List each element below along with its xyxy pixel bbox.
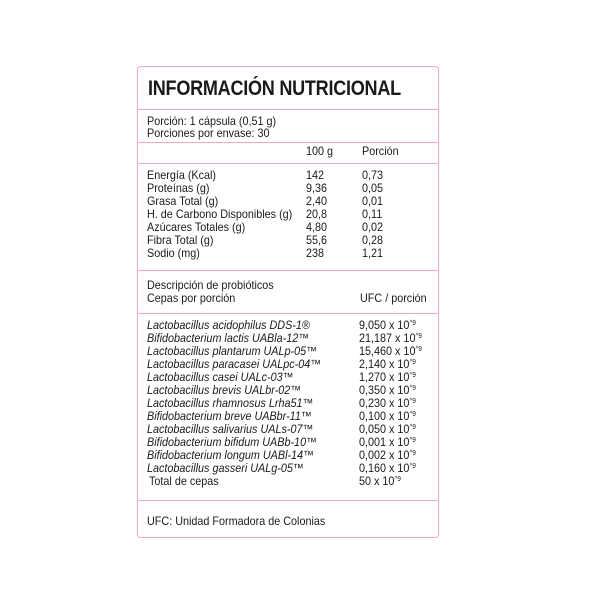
nutrient-portion: 0,11 [362,207,383,221]
total-strains-value: 50 x $10^{\^{}9}$ [359,474,401,488]
divider-footnote [138,500,438,501]
nutrient-portion: 0,28 [362,233,384,247]
total-strains-label: Total de cepas [149,474,219,488]
strain-name: Bifidobacterium longum UABl-14™ [147,448,314,462]
strain-name: Bifidobacterium lactis UABla-12™ [147,331,310,345]
nutrient-portion: 0,05 [362,181,384,195]
nutrient-portion: 0,73 [362,168,384,182]
nutrient-portion: 0,02 [362,220,384,234]
strain-name: Lactobacillus gasseri UALg-05™ [147,461,304,475]
nutrient-name: H. de Carbono Disponibles (g) [147,207,293,221]
strain-name: Bifidobacterium bifidum UABb-10™ [147,435,317,449]
strain-name: Bifidobacterium breve UABbr-11™ [147,409,312,423]
strain-ufc: 0,001 x $10^{\^{}9}$ [359,435,416,449]
exponent: ^9 [409,372,416,379]
strain-name: Lactobacillus rhamnosus Lrha51™ [147,396,314,410]
nutrient-per100: 9,36 [306,181,328,195]
nutrient-per100: 4,80 [306,220,328,234]
exponent: ^9 [409,359,416,366]
footnote: UFC: Unidad Formadora de Colonias [147,514,326,528]
strain-ufc: 2,140 x $10^{\^{}9}$ [359,357,416,371]
nutrient-per100: 142 [306,168,325,182]
nutrient-name: Grasa Total (g) [147,194,219,208]
divider-serving [138,142,438,143]
exponent: ^9 [415,333,422,340]
exponent: ^9 [409,463,416,470]
exponent: ^9 [409,398,416,405]
strain-name: Lactobacillus casei UALc-03™ [147,370,294,384]
strain-name: Lactobacillus salivarius UALs-07™ [147,422,314,436]
col-header-ufc: UFC / porción [360,291,427,305]
probiotics-heading: Descripción de probióticos [147,278,274,292]
divider-nutrition-end [138,270,438,271]
exponent: ^9 [409,450,416,457]
exponent: ^9 [409,411,416,418]
strain-ufc: 15,460 x $10^{\^{}9}$ [359,344,422,358]
serving-portion: Porción: 1 cápsula (0,51 g) [147,114,277,128]
nutrient-portion: 0,01 [362,194,384,208]
nutrient-per100: 238 [306,246,325,260]
strain-ufc: 0,350 x $10^{\^{}9}$ [359,383,416,397]
nutrient-name: Proteínas (g) [147,181,210,195]
label-title: INFORMACIÓN NUTRICIONAL [148,77,401,100]
col-header-portion: Porción [362,144,399,158]
nutrition-label-card [137,66,439,538]
strain-ufc: 9,050 x $10^{\^{}9}$ [359,318,416,332]
nutrient-name: Azúcares Totales (g) [147,220,246,234]
strain-ufc: 1,270 x $10^{\^{}9}$ [359,370,416,384]
nutrient-per100: 2,40 [306,194,328,208]
nutrient-per100: 20,8 [306,207,328,221]
strain-name: Lactobacillus brevis UALbr-02™ [147,383,302,397]
exponent: ^9 [409,424,416,431]
strain-ufc: 0,100 x $10^{\^{}9}$ [359,409,416,423]
strain-name: Lactobacillus paracasei UALpc-04™ [147,357,322,371]
strain-name: Lactobacillus acidophilus DDS-1® [147,318,310,332]
divider-title [138,109,438,110]
strain-ufc: 0,230 x $10^{\^{}9}$ [359,396,416,410]
probiotics-subheading: Cepas por porción [147,291,236,305]
divider-nutrition-header [138,163,438,164]
col-header-100g: 100 g [306,144,334,158]
nutrient-name: Sodio (mg) [147,246,200,260]
servings-per-container: Porciones por envase: 30 [147,126,270,140]
exponent: ^9 [409,320,416,327]
nutrient-portion: 1,21 [362,246,384,260]
exponent: ^9 [415,346,422,353]
nutrient-name: Fibra Total (g) [147,233,214,247]
nutrient-name: Energía (Kcal) [147,168,217,182]
strain-ufc: 21,187 x $10^{\^{}9}$ [359,331,422,345]
strain-name: Lactobacillus plantarum UALp-05™ [147,344,317,358]
nutrient-per100: 55,6 [306,233,328,247]
exponent: ^9 [409,385,416,392]
exponent: ^9 [409,437,416,444]
strain-ufc: 0,160 x $10^{\^{}9}$ [359,461,416,475]
divider-probiotics-header [138,313,438,314]
exponent: ^9 [394,476,401,483]
strain-ufc: 0,050 x $10^{\^{}9}$ [359,422,416,436]
strain-ufc: 0,002 x $10^{\^{}9}$ [359,448,416,462]
